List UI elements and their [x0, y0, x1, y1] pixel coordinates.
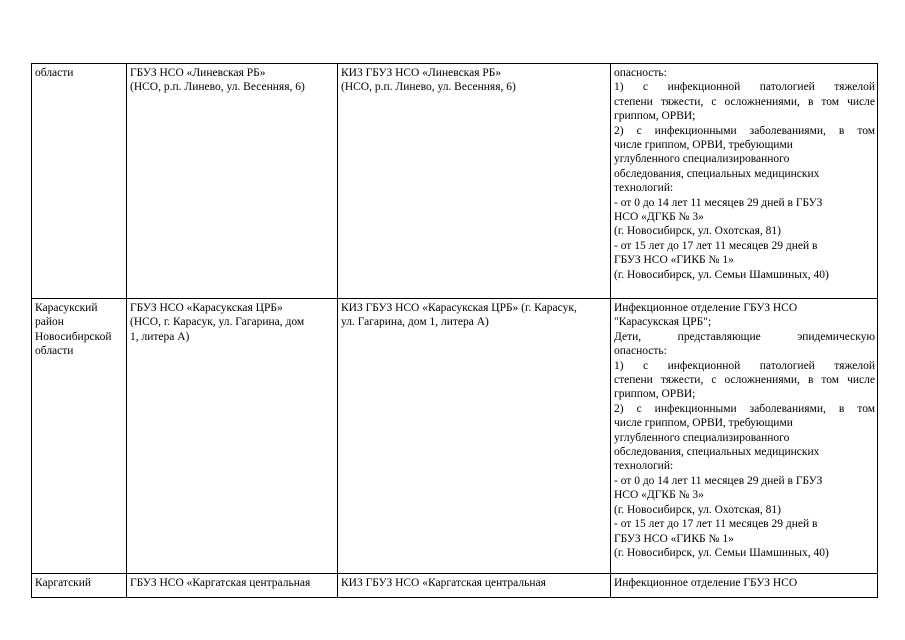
hospital-line: ГБУЗ НСО «Каргатская центральная	[130, 577, 311, 589]
kiz-cell	[338, 64, 611, 299]
kiz-line: ул. Гагарина, дом 1, литера А)	[341, 316, 489, 329]
routing-cell	[611, 299, 878, 574]
region-line: Карасукский	[35, 302, 98, 314]
region-line: Новосибирской	[35, 330, 112, 343]
routing-line: числе гриппом, ОРВИ, требующими	[614, 417, 793, 430]
hospital-cell	[127, 299, 338, 574]
hospital-line: ГБУЗ НСО «Линевская РБ»	[130, 67, 266, 79]
routing-line: НСО «ДГКБ № 3»	[614, 211, 704, 224]
region-line: области	[35, 67, 74, 79]
routing-line: степени тяжести, с осложнениями, в том числе	[614, 95, 875, 108]
routing-line: - от 0 до 14 лет 11 месяцев 29 дней в ГБУЗ	[614, 196, 823, 209]
routing-line: углубленного специализированного	[614, 431, 790, 444]
region-cell	[32, 574, 127, 598]
table-row	[32, 574, 878, 598]
region-cell	[32, 64, 127, 299]
routing-line: (г. Новосибирск, ул. Семьи Шамшиных, 40)	[614, 268, 829, 281]
routing-line: ГБУЗ НСО «ГИКБ № 1»	[614, 254, 734, 267]
routing-line: НСО «ДГКБ № 3»	[614, 489, 704, 502]
routing-table-body	[32, 64, 878, 598]
routing-line: степени тяжести, с осложнениями, в том числе	[614, 374, 875, 387]
routing-line: опасность:	[614, 345, 667, 358]
routing-line: гриппом, ОРВИ;	[614, 110, 696, 123]
routing-cell	[611, 64, 878, 299]
region-line: области	[35, 345, 74, 358]
routing-line: (г. Новосибирск, ул. Охотская, 81)	[614, 225, 782, 238]
routing-line: углубленного специализированного	[614, 153, 790, 166]
routing-line: - от 0 до 14 лет 11 месяцев 29 дней в ГБУЗ	[614, 474, 823, 487]
routing-line: технологий:	[614, 182, 674, 195]
kiz-line: КИЗ ГБУЗ НСО «Линевская РБ»	[341, 67, 502, 79]
routing-line: Дети, представляющие эпидемическую	[614, 330, 875, 343]
routing-line: - от 15 лет до 17 лет 11 месяцев 29 дней в	[614, 239, 818, 252]
routing-line: Инфекционное отделение ГБУЗ НСО	[614, 577, 798, 589]
region-cell	[32, 299, 127, 574]
table-row	[32, 64, 878, 299]
region-line: Каргатский	[35, 577, 92, 589]
table-row	[32, 299, 878, 574]
routing-line: опасность:	[614, 67, 667, 79]
hospital-line: ГБУЗ НСО «Карасукская ЦРБ»	[130, 302, 283, 314]
hospital-cell	[127, 574, 338, 598]
routing-line: (г. Новосибирск, ул. Охотская, 81)	[614, 503, 782, 516]
routing-line: 2) с инфекционными заболеваниями, в том	[614, 124, 875, 137]
routing-line: 1) с инфекционной патологией тяжелой	[614, 81, 875, 94]
kiz-line: (НСО, р.п. Линево, ул. Весенняя, 6)	[341, 81, 516, 94]
routing-line: числе гриппом, ОРВИ, требующими	[614, 139, 793, 152]
routing-line: "Карасукская ЦРБ";	[614, 316, 712, 329]
hospital-line: (НСО, р.п. Линево, ул. Весенняя, 6)	[130, 81, 305, 94]
hospital-line: (НСО, г. Карасук, ул. Гагарина, дом	[130, 316, 305, 329]
routing-line: Инфекционное отделение ГБУЗ НСО	[614, 302, 798, 314]
routing-table	[31, 63, 878, 598]
routing-line: обследования, специальных медицинских	[614, 446, 820, 459]
kiz-line: КИЗ ГБУЗ НСО «Каргатская центральная	[341, 577, 546, 589]
routing-line: гриппом, ОРВИ;	[614, 388, 696, 401]
hospital-line: 1, литера А)	[130, 330, 190, 343]
routing-line: 2) с инфекционными заболеваниями, в том	[614, 402, 875, 415]
routing-line: технологий:	[614, 460, 674, 473]
routing-line: ГБУЗ НСО «ГИКБ № 1»	[614, 532, 734, 545]
routing-line: (г. Новосибирск, ул. Семьи Шамшиных, 40)	[614, 546, 829, 559]
region-line: район	[35, 316, 64, 329]
hospital-cell	[127, 64, 338, 299]
routing-line: обследования, специальных медицинских	[614, 167, 820, 180]
kiz-cell	[338, 299, 611, 574]
routing-cell	[611, 574, 878, 598]
routing-line: - от 15 лет до 17 лет 11 месяцев 29 дней в	[614, 518, 818, 531]
kiz-line: КИЗ ГБУЗ НСО «Карасукская ЦРБ» (г. Карасук,	[341, 302, 577, 314]
routing-line: 1) с инфекционной патологией тяжелой	[614, 359, 875, 372]
kiz-cell	[338, 574, 611, 598]
